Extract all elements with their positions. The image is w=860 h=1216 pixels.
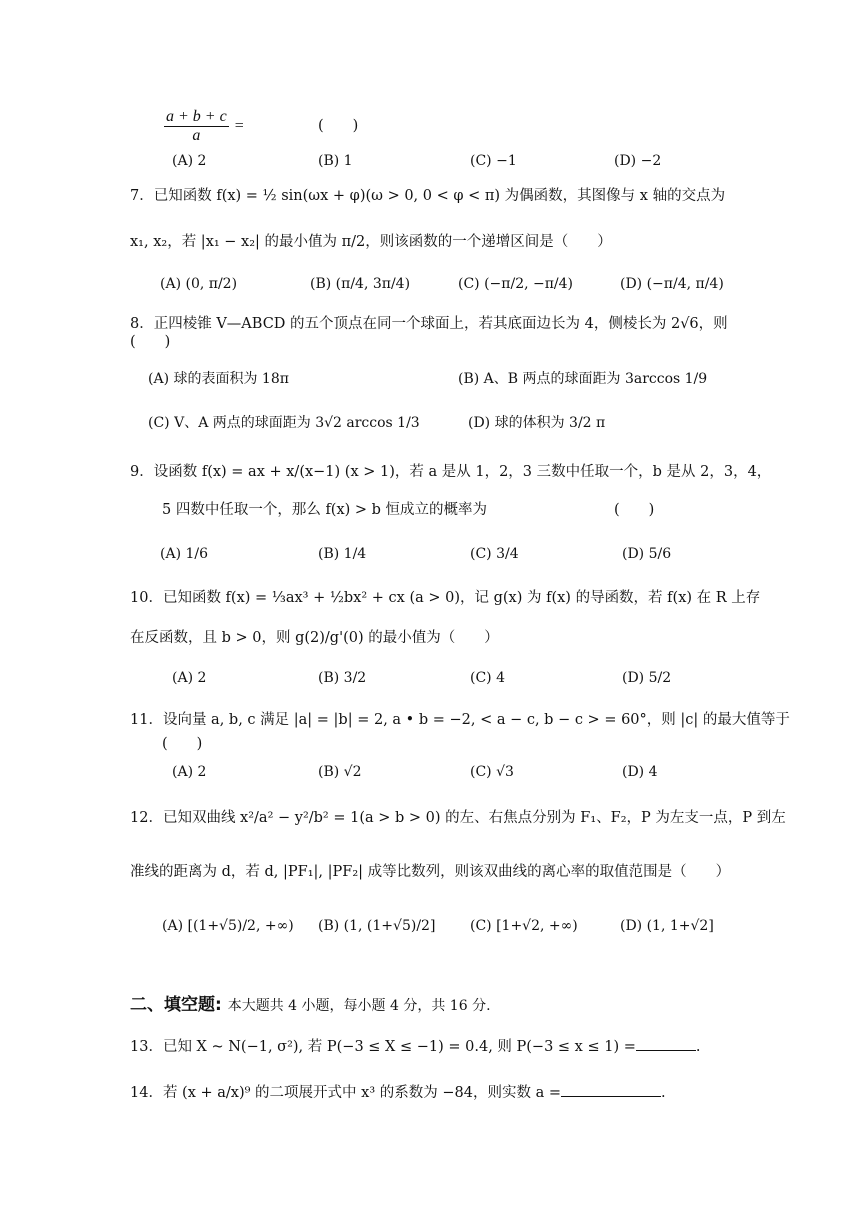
section-heading	[130, 990, 491, 1015]
q13-answer-blank	[636, 1036, 696, 1051]
q7-line1: 7．已知函数 f(x) = ½ sin(ωx + φ)(ω > 0, 0 < φ < π) 为偶函数，其图像与 x 轴的交点为	[130, 188, 726, 204]
q9-line1: 9．设函数 f(x) = ax + x/(x−1) (x > 1)，若 a 是从 1，2，3 三数中任取一个，b 是从 2，3，4，	[130, 464, 772, 480]
q10-line2: 在反函数，且 b > 0，则 g(2)/g'(0) 的最小值为（ ）	[130, 630, 499, 646]
q7-option-a: (A) (0, π/2)	[160, 276, 238, 292]
q14-end: .	[660, 1085, 666, 1101]
q7-line2: x₁, x₂，若 |x₁ − x₂| 的最小值为 π/2，则该函数的一个递增区间是（ ）	[130, 234, 612, 250]
q11-option-b: (B) √2	[318, 764, 362, 780]
q9-option-a: (A) 1/6	[160, 546, 209, 562]
q8-option-c: (C) V、A 两点的球面距为 3√2 arccos 1/3	[148, 415, 420, 431]
q7-option-d: (D) (−π/4, π/4)	[620, 276, 724, 292]
q12-line2: 准线的距离为 d，若 d, |PF₁|, |PF₂| 成等比数列，则该双曲线的离心率的取值范围是（ ）	[130, 864, 731, 880]
q13-line	[130, 1036, 700, 1057]
q11-line2: ( )	[162, 736, 203, 752]
q6-option-a: (A) 2	[172, 153, 207, 169]
q8-option-a: (A) 球的表面积为 18π	[148, 371, 289, 387]
q10-option-b: (B) 3/2	[318, 670, 367, 686]
q6-option-d: (D) −2	[614, 153, 662, 169]
section-description: 本大题共 4 小题，每小题 4 分，共 16 分.	[227, 998, 491, 1014]
q12-line1: 12．已知双曲线 x²/a² − y²/b² = 1(a > b > 0) 的左、右焦点分别为 F₁、F₂，P 为左支一点，P 到左	[130, 810, 786, 826]
q12-option-d: (D) (1, 1+√2]	[620, 918, 714, 934]
q10-option-c: (C) 4	[470, 670, 505, 686]
q11-option-c: (C) √3	[470, 764, 514, 780]
q9-line2: 5 四数中任取一个，那么 f(x) > b 恒成立的概率为	[162, 502, 488, 518]
q12-option-a: (A) [(1+√5)/2, +∞)	[162, 918, 294, 934]
q9-option-d: (D) 5/6	[622, 546, 672, 562]
q8-line2: ( )	[130, 334, 171, 350]
q12-option-c: (C) [1+√2, +∞)	[470, 918, 578, 934]
section-title: 二、填空题:	[130, 995, 222, 1015]
q9-option-b: (B) 1/4	[318, 546, 367, 562]
q10-line1: 10．已知函数 f(x) = ⅓ax³ + ½bx² + cx (a > 0)，记 g(x) 为 f(x) 的导函数，若 f(x) 在 R 上存	[130, 590, 761, 606]
q14-line	[130, 1082, 666, 1103]
q8-option-d: (D) 球的体积为 3/2 π	[468, 415, 606, 431]
q11-line1: 11．设向量 a, b, c 满足 |a| = |b| = 2, a • b = −2, < a − c, b − c > = 60°，则 |c| 的最大值等于	[130, 712, 790, 728]
q13-text: 13．已知 X ~ N(−1, σ²), 若 P(−3 ≤ X ≤ −1) = 0.4, 则 P(−3 ≤ x ≤ 1) =	[130, 1039, 636, 1055]
q10-option-a: (A) 2	[172, 670, 207, 686]
q12-option-b: (B) (1, (1+√5)/2]	[318, 918, 436, 934]
q7-option-b: (B) (π/4, 3π/4)	[310, 276, 411, 292]
q11-option-d: (D) 4	[622, 764, 658, 780]
q11-option-a: (A) 2	[172, 764, 207, 780]
q6-paren: ( )	[318, 118, 359, 134]
q6-option-c: (C) −1	[470, 153, 517, 169]
q6-option-b: (B) 1	[318, 153, 353, 169]
q8-option-b: (B) A、B 两点的球面距为 3arccos 1/9	[458, 371, 708, 387]
q10-option-d: (D) 5/2	[622, 670, 672, 686]
q7-option-c: (C) (−π/2, −π/4)	[458, 276, 574, 292]
q14-text: 14．若 (x + a/x)⁹ 的二项展开式中 x³ 的系数为 −84，则实数 a =	[130, 1085, 561, 1101]
q9-option-c: (C) 3/4	[470, 546, 519, 562]
q14-answer-blank	[561, 1082, 661, 1097]
q8-line1: 8．正四棱锥 V—ABCD 的五个顶点在同一个球面上，若其底面边长为 4，侧棱长为 2√6，则	[130, 316, 728, 332]
q13-end: .	[695, 1039, 701, 1055]
q6-expression: $\frac{a + b + c}{a}$ =	[166, 108, 244, 144]
q9-paren: ( )	[614, 502, 655, 518]
